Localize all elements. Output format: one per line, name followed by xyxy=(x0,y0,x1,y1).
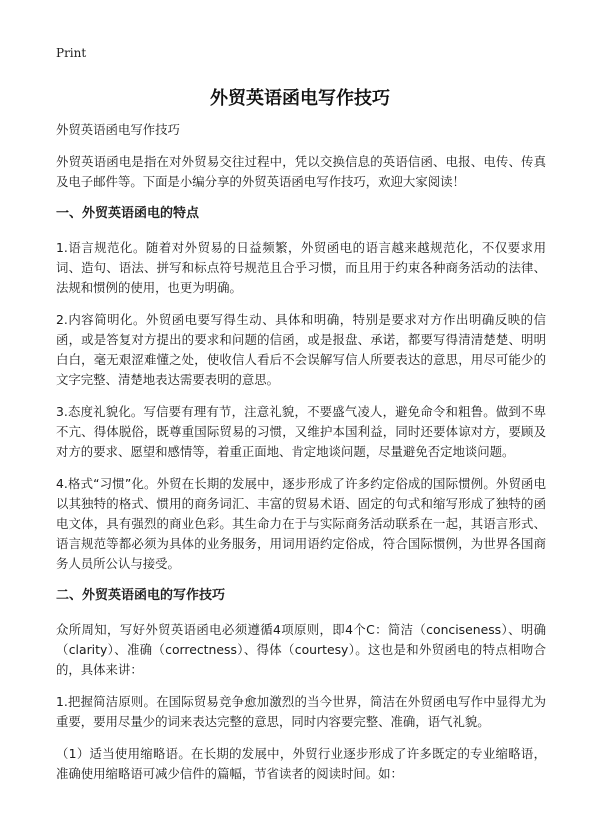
section-heading-techniques: 二、外贸英语函电的写作技巧 xyxy=(56,588,226,603)
section-heading-features: 一、外贸英语函电的特点 xyxy=(56,206,200,221)
feature-paragraph-2: 2.内容简明化。外贸函电要写得生动、具体和明确，特别是要求对方作出明确反映的信函，或是答复对方提出的要求和问题的信函，或是报盘、承诺，都要写得清清楚楚、明明白白，毫无艰涩难懂之处，使收信人看后不会误解写信人所要表达的意思，用尽可能少的文字完整、清楚地表达需要表明的意思。 xyxy=(56,312,546,387)
print-link[interactable]: Print xyxy=(56,46,87,60)
article-body xyxy=(56,120,546,796)
feature-paragraph-4: 4.格式“习惯”化。外贸在长期的发展中，逐步形成了许多约定俗成的国际惯例。外贸函电以其独特的格式、惯用的商务词汇、丰富的贸易术语、固定的句式和缩写形成了独特的函电文体，具有强烈的商业色彩。其生命力在于与实际商务活动联系在一起，其语言形式、语言规范等都必须为具体的业务服务，用词用语约定俗成，符合国际惯例，为世界各国商务人员所公认与接受。 xyxy=(56,476,546,571)
feature-paragraph-3: 3.态度礼貌化。写信要有理有节，注意礼貌，不要盛气凌人，避免命令和粗鲁。做到不卑不亢、得体脱俗，既尊重国际贸易的习惯，又维护本国利益，同时还要体谅对方，要顾及对方的要求、愿望和感情等，着重正面地、肯定地谈问题，尽量避免否定地谈问题。 xyxy=(56,404,546,459)
technique-paragraph-1-1: （1）适当使用缩略语。在长期的发展中，外贸行业逐步形成了许多既定的专业缩略语，准确使用缩略语可减少信件的篇幅，节省读者的阅读时间。如： xyxy=(56,746,546,781)
page-title: 外贸英语函电写作技巧 xyxy=(210,88,390,109)
article-subtitle: 外贸英语函电写作技巧 xyxy=(56,122,180,137)
technique-paragraph-1: 1.把握简洁原则。在国际贸易竞争愈加激烈的当今世界，简洁在外贸函电写作中显得尤为重要，要用尽量少的词来表达完整的意思，同时内容要完整、准确，语气礼貌。 xyxy=(56,694,546,729)
technique-paragraph-intro: 众所周知，写好外贸英语函电必须遵循4项原则，即4个C：简洁（conciseness）、明确（clarity）、准确（correctness）、得体（courtesy）。这也是和外贸函电的特点相吻合的，具体来讲： xyxy=(56,622,546,677)
feature-paragraph-1: 1.语言规范化。随着对外贸易的日益频繁，外贸函电的语言越来越规范化，不仅要求用词、造句、语法、拼写和标点符号规范且合乎习惯，而且用于约束各种商务活动的法律、法规和惯例的使用，也更为明确。 xyxy=(56,240,546,295)
intro-paragraph: 外贸英语函电是指在对外贸易交往过程中，凭以交换信息的英语信函、电报、电传、传真及电子邮件等。下面是小编分享的外贸英语函电写作技巧，欢迎大家阅读！ xyxy=(56,154,546,189)
